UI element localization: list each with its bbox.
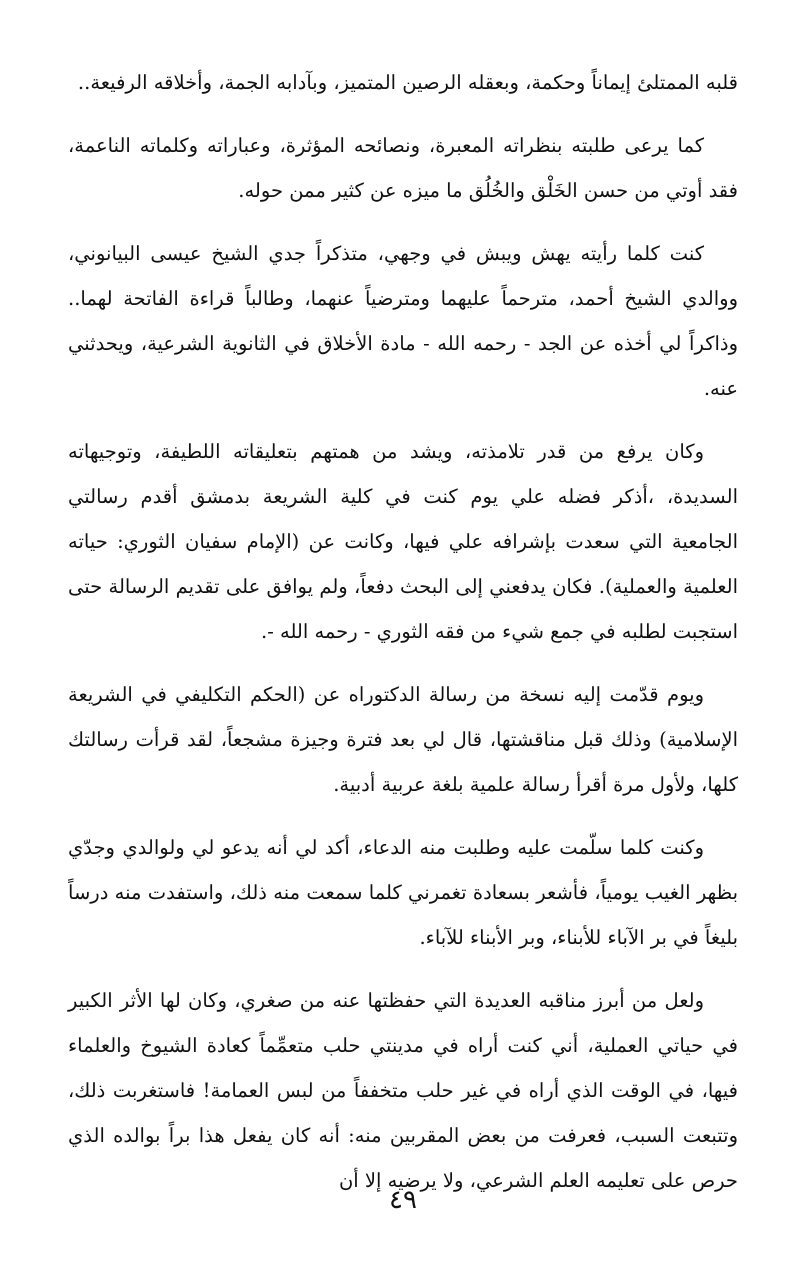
paragraph: ولعل من أبرز مناقبه العديدة التي حفظتها عنه من صغري، وكان لها الأثر الكبير في حياتي العملية، أني كنت أراه في مدينتي حلب متعمِّماً كعادة الشيوخ والعلماء فيها، في الوقت الذي أراه في غير حلب متخففاً من لبس العمامة! فاستغربت ذلك، وتتبعت السبب، فعرفت من بعض المقربين منه: أنه كان يفعل هذا براً بوالده الذي حرص على تعليمه العلم الشرعي، ولا يرضيه إلا أن <box>68 989 738 1192</box>
paragraph: وكنت كلما سلّمت عليه وطلبت منه الدعاء، أكد لي أنه يدعو لي ولوالدي وجدّي بظهر الغيب يومياً، فأشعر بسعادة تغمرني كلما سمعت منه ذلك، واستفدت منه درساً بليغاً في بر الآباء للأبناء، وبر الأبناء للآباء. <box>68 836 738 949</box>
paragraph-continuation: قلبه الممتلئ إيماناً وحكمة، وبعقله الرصين المتميز، وبآدابه الجمة، وأخلاقه الرفيعة.. <box>77 71 738 94</box>
paragraph: كنت كلما رأيته يهش ويبش في وجهي، متذكراً جدي الشيخ عيسى البيانوني، ووالدي الشيخ أحمد، مترحماً عليهما ومترضياً عنهما، وطالباً قراءة الفاتحة لهما.. وذاكراً لي أخذه عن الجد - رحمه الله - مادة الأخلاق في الثانوية الشرعية، ويحدثني عنه. <box>68 242 738 400</box>
paragraph: وكان يرفع من قدر تلامذته، ويشد من همتهم بتعليقاته اللطيفة، وتوجيهاته السديدة، ،أذكر فضله علي يوم كنت في كلية الشريعة بدمشق أقدم رسالتي الجامعية التي سعدت بإشرافه علي فيها، وكانت عن (الإمام سفيان الثوري: حياته العلمية والعملية). فكان يدفعني إلى البحث دفعاً، ولم يوافق على تقديم الرسالة حتى استجبت لطلبه في جمع شيء من فقه الثوري - رحمه الله -. <box>68 440 738 643</box>
paragraph: ويوم قدّمت إليه نسخة من رسالة الدكتوراه عن (الحكم التكليفي في الشريعة الإسلامية) وذلك قبل مناقشتها، قال لي بعد فترة وجيزة مشجعاً، لقد قرأت رسالتك كلها، ولأول مرة أقرأ رسالة علمية بلغة عربية أدبية. <box>68 683 738 796</box>
page-number: ٤٩ <box>389 1185 417 1215</box>
paragraph: كما يرعى طلبته بنظراته المعبرة، ونصائحه المؤثرة، وعباراته وكلماته الناعمة، فقد أوتي من حسن الخَلْق والخُلُق ما ميزه عن كثير ممن حوله. <box>68 134 738 202</box>
